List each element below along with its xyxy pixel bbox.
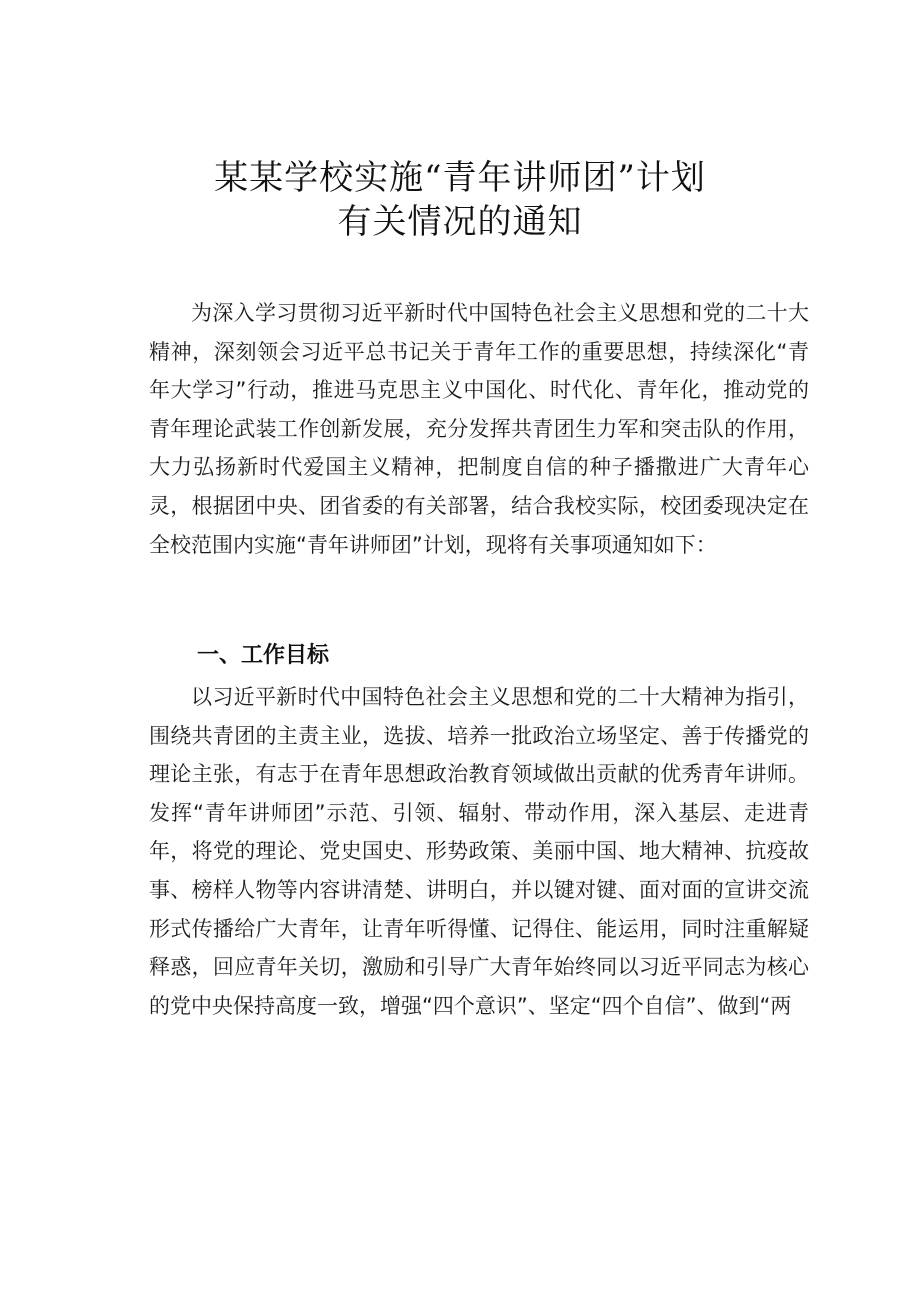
intro-paragraph: 为深入学习贯彻习近平新时代中国特色社会主义思想和党的二十大精神，深刻领会习近平总书记关于青年工作的重要思想，持续深化“青年大学习”行动，推进马克思主义中国化、时代化、青年化，推动党的青年理论武装工作创新发展，充分发挥共青团生力军和突击队的作用，大力弘扬新时代爱国主义精神，把制度自信的种子播撒进广大青年心灵，根据团中央、团省委的有关部署，结合我校实际，校团委现决定在全校范围内实施“青年讲师团”计划，现将有关事项通知如下： [149, 301, 809, 557]
document-title-line-1: 某某学校实施“青年讲师团”计划 [214, 158, 706, 198]
document-title-line-2: 有关情况的通知 [337, 202, 583, 242]
section-heading-work-goals: 一、工作目标 [197, 643, 330, 668]
work-goals-paragraph: 以习近平新时代中国特色社会主义思想和党的二十大精神为指引，围绕共青团的主责主业，选拔、培养一批政治立场坚定、善于传播党的理论主张，有志于在青年思想政治教育领域做出贡献的优秀青年讲师。发挥“青年讲师团”示范、引领、辐射、带动作用，深入基层、走进青年，将党的理论、党史国史、形势政策、美丽中国、地大精神、抗疫故事、榜样人物等内容讲清楚、讲明白，并以键对键、面对面的宣讲交流形式传播给广大青年，让青年听得懂、记得住、能运用，同时注重解疑释惑，回应青年关切，激励和引导广大青年始终同以习近平同志为核心的党中央保持高度一致，增强“四个意识”、坚定“四个自信”、做到“两 [149, 685, 809, 1018]
